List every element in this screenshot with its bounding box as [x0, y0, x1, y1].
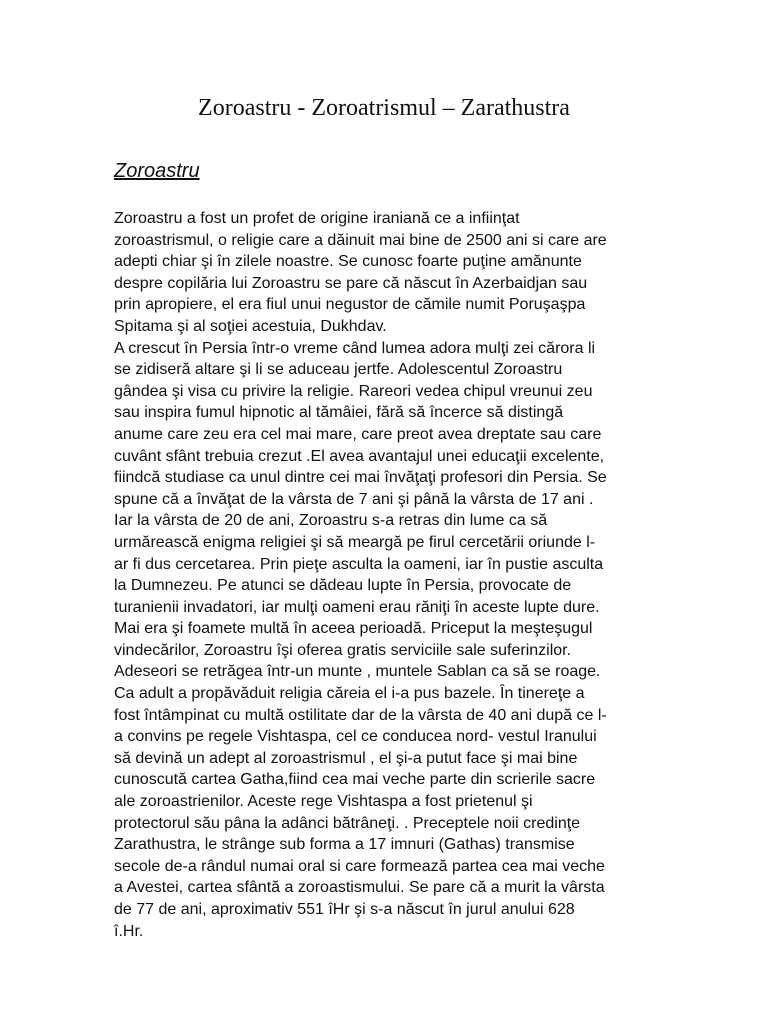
text-line: secole de-a rândul numai oral si care formează partea cea mai veche — [114, 857, 605, 875]
text-line: a Avestei, cartea sfântă a zoroastismului. Se pare că a murit la vârsta — [114, 879, 605, 897]
text-line: despre copilăria lui Zoroastru se pare că născut în Azerbaidjan sau — [114, 274, 588, 292]
text-line: sau inspira fumul hipnotic al tămâiei, fără să încerce să distingă — [114, 404, 564, 422]
text-line: zoroastrismul, o religie care a dăinuit mai bine de 2500 ani si care are — [114, 231, 607, 249]
text-line: Adeseori se retrăgea într-un munte , muntele Sablan ca să se roage. — [114, 663, 601, 681]
text-line: la Dumnezeu. Pe atunci se dădeau lupte în Persia, provocate de — [114, 577, 572, 595]
text-line: se zidiseră altare şi li se aduceau jertfe. Adolescentul Zoroastru — [114, 361, 563, 379]
text-line: de 77 de ani, aproximativ 551 îHr şi s-a născut în jurul anului 628 — [114, 901, 575, 918]
text-line: fiindcă studiase ca unul dintre cei mai învăţaţi profesori din Persia. Se — [114, 469, 607, 487]
text-line: ale zoroastrienilor. Aceste rege Vishtaspa a fost prietenul şi — [114, 793, 533, 811]
text-line: anume care zeu era cel mai mare, care preot avea dreptate sau care — [114, 425, 602, 443]
text-line: î.Hr. — [114, 922, 144, 940]
text-line: fost întâmpinat cu multă ostilitate dar de la vârsta de 40 ani după ce l- — [114, 706, 607, 724]
text-line: Zarathustra, le strânge sub forma a 17 imnuri (Gathas) transmise — [114, 836, 575, 854]
text-line: Spitama şi al soţiei acestuia, Dukhdav. — [114, 317, 387, 335]
text-line: vindecărilor, Zoroastru îşi oferea gratis serviciile sale suferinzilor. — [114, 641, 572, 659]
document-title: Zoroastru - Zoroatrismul – Zarathustra — [198, 95, 570, 121]
text-line: gândea şi visa cu privire la religie. Rareori vedea chipul vreunui zeu — [114, 382, 593, 400]
text-line: a convins pe regele Vishtaspa, cel ce conducea nord- vestul Iranului — [114, 728, 597, 746]
text-line: cuvânt sfânt trebuia crezut .El avea avantajul unei educaţii excelente, — [114, 447, 605, 465]
text-line: urmărească enigma religiei şi să meargă pe firul cercetării oriunde l- — [114, 533, 596, 551]
text-line: prin apropiere, el era fiul unui negustor de cămile numit Poruşaşpa — [114, 296, 586, 314]
text-line: să devină un adept al zoroastrismul , el şi-a putut face şi mai bine — [114, 749, 578, 767]
text-line: Ca adult a propăvăduit religia căreia el i-a pus bazele. În tinereţe a — [114, 685, 585, 703]
section-heading: Zoroastru — [114, 160, 200, 182]
text-line: cunoscută cartea Gatha,fiind cea mai veche parte din scrierile sacre — [114, 771, 596, 789]
text-line: adepti chiar şi în zilele noastre. Se cunosc foarte puţine amănunte — [114, 253, 582, 271]
text-line: ar fi dus cercetarea. Prin pieţe asculta la oameni, iar în pustie asculta — [114, 555, 604, 573]
text-line: Iar la vârsta de 20 de ani, Zoroastru s-a retras din lume ca să — [114, 512, 548, 530]
text-line: protectorul său pâna la adânci bătrâneţi. . Preceptele noii credinţe — [114, 814, 581, 832]
text-line: spune că a învăţat de la vârsta de 7 ani şi până la vârsta de 17 ani . — [114, 490, 594, 508]
text-line: Mai era şi foamete multă în aceea perioadă. Priceput la meşteşugul — [114, 620, 593, 638]
text-line: Zoroastru a fost un profet de origine iraniană ce a infiinţat — [114, 210, 520, 227]
body-paragraph — [114, 208, 714, 942]
text-line: A crescut în Persia într-o vreme când lumea adora mulţi zei cărora li — [114, 339, 596, 357]
text-line: turanienii invadatori, iar mulţi oameni erau răniţi în aceste lupte dure. — [114, 598, 600, 616]
